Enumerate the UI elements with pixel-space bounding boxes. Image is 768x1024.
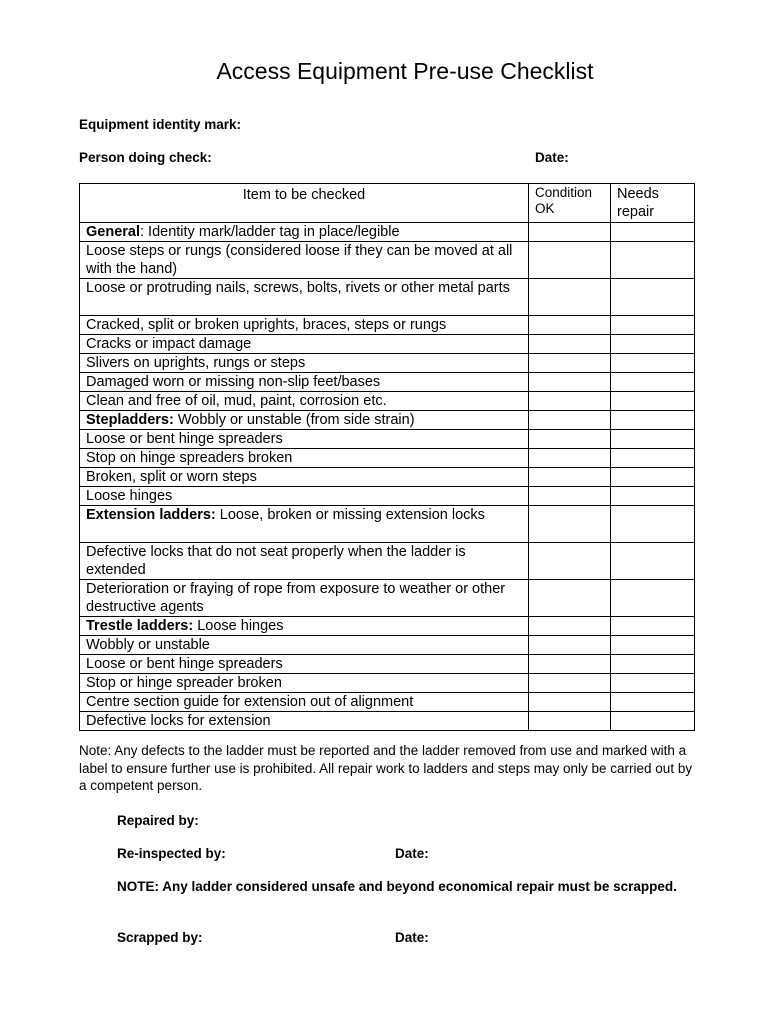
check-item-text: Slivers on uprights, rungs or steps — [86, 355, 306, 371]
condition-ok-cell[interactable] — [529, 674, 611, 693]
reinspected-date-label: Date: — [395, 846, 429, 861]
equipment-identity-mark-label: Equipment identity mark: — [79, 117, 242, 132]
condition-ok-cell[interactable] — [529, 693, 611, 712]
check-item-text: Defective locks that do not seat properly when the ladder is extended — [86, 544, 466, 578]
check-item-text: Stop on hinge spreaders broken — [86, 450, 293, 466]
header-needs-repair: Needs repair — [611, 184, 695, 223]
scrapped-date-label: Date: — [395, 930, 429, 945]
table-row — [80, 674, 695, 693]
check-item-text: Cracked, split or broken uprights, braces, steps or rungs — [86, 317, 447, 333]
table-row — [80, 335, 695, 354]
needs-repair-cell[interactable] — [611, 655, 695, 674]
table-row — [80, 449, 695, 468]
needs-repair-cell[interactable] — [611, 242, 695, 279]
needs-repair-cell[interactable] — [611, 693, 695, 712]
needs-repair-cell[interactable] — [611, 468, 695, 487]
condition-ok-cell[interactable] — [529, 411, 611, 430]
table-row — [80, 468, 695, 487]
needs-repair-cell[interactable] — [611, 674, 695, 693]
check-item — [80, 316, 529, 335]
check-item — [80, 279, 529, 316]
table-row — [80, 242, 695, 279]
check-item-text: Deterioration or fraying of rope from exposure to weather or other destructive agents — [86, 581, 506, 615]
table-row — [80, 316, 695, 335]
condition-ok-cell[interactable] — [529, 279, 611, 316]
check-item — [80, 506, 529, 543]
check-item — [80, 674, 529, 693]
check-item — [80, 712, 529, 731]
check-item-text: Loose or protruding nails, screws, bolts, rivets or other metal parts — [86, 280, 510, 296]
check-item-category: Extension ladders: — [86, 507, 216, 523]
check-item — [80, 543, 529, 580]
condition-ok-cell[interactable] — [529, 354, 611, 373]
condition-ok-cell[interactable] — [529, 506, 611, 543]
needs-repair-cell[interactable] — [611, 392, 695, 411]
table-row — [80, 580, 695, 617]
check-item-text: Loose, broken or missing extension locks — [215, 507, 485, 523]
check-item — [80, 693, 529, 712]
condition-ok-cell[interactable] — [529, 712, 611, 731]
check-item-category: Stepladders: — [86, 412, 174, 428]
check-item — [80, 636, 529, 655]
condition-ok-cell[interactable] — [529, 449, 611, 468]
needs-repair-cell[interactable] — [611, 580, 695, 617]
check-item-category: Trestle ladders: — [86, 618, 194, 634]
check-item — [80, 411, 529, 430]
check-item — [80, 617, 529, 636]
table-row — [80, 506, 695, 543]
needs-repair-cell[interactable] — [611, 487, 695, 506]
check-item-text: Wobbly or unstable — [86, 637, 210, 653]
condition-ok-cell[interactable] — [529, 468, 611, 487]
table-row — [80, 279, 695, 316]
check-item-text: Clean and free of oil, mud, paint, corrosion etc. — [86, 393, 387, 409]
check-item-text: Loose hinges — [193, 618, 284, 634]
person-doing-check-label: Person doing check: — [79, 150, 212, 165]
table-row — [80, 712, 695, 731]
needs-repair-cell[interactable] — [611, 430, 695, 449]
table-row — [80, 354, 695, 373]
check-item — [80, 373, 529, 392]
header-item: Item to be checked — [80, 184, 529, 223]
condition-ok-cell[interactable] — [529, 487, 611, 506]
needs-repair-cell[interactable] — [611, 543, 695, 580]
check-item — [80, 655, 529, 674]
table-row — [80, 223, 695, 242]
needs-repair-cell[interactable] — [611, 316, 695, 335]
needs-repair-cell[interactable] — [611, 506, 695, 543]
needs-repair-cell[interactable] — [611, 335, 695, 354]
table-row — [80, 636, 695, 655]
check-item-text: : Identity mark/ladder tag in place/legible — [140, 224, 400, 240]
table-row — [80, 430, 695, 449]
table-row — [80, 411, 695, 430]
needs-repair-cell[interactable] — [611, 449, 695, 468]
condition-ok-cell[interactable] — [529, 223, 611, 242]
condition-ok-cell[interactable] — [529, 242, 611, 279]
date-label: Date: — [535, 150, 569, 165]
check-item-category: General — [86, 224, 140, 240]
check-item — [80, 430, 529, 449]
check-item-text: Stop or hinge spreader broken — [86, 675, 282, 691]
needs-repair-cell[interactable] — [611, 712, 695, 731]
needs-repair-cell[interactable] — [611, 223, 695, 242]
needs-repair-cell[interactable] — [611, 636, 695, 655]
condition-ok-cell[interactable] — [529, 636, 611, 655]
check-item-text: Centre section guide for extension out of alignment — [86, 694, 414, 710]
check-item — [80, 392, 529, 411]
check-item — [80, 223, 529, 242]
needs-repair-cell[interactable] — [611, 373, 695, 392]
table-row — [80, 655, 695, 674]
needs-repair-cell[interactable] — [611, 411, 695, 430]
page-title: Access Equipment Pre-use Checklist — [216, 58, 594, 84]
needs-repair-cell[interactable] — [611, 354, 695, 373]
check-item-text: Broken, split or worn steps — [86, 469, 257, 485]
condition-ok-cell[interactable] — [529, 316, 611, 335]
check-item — [80, 580, 529, 617]
table-row — [80, 487, 695, 506]
check-item-text: Wobbly or unstable (from side strain) — [173, 412, 415, 428]
header-condition-ok: Condition OK — [529, 184, 611, 223]
check-item-text: Loose steps or rungs (considered loose if they can be moved at all with the hand) — [86, 243, 513, 277]
needs-repair-cell[interactable] — [611, 617, 695, 636]
check-item-text: Cracks or impact damage — [86, 336, 252, 352]
condition-ok-cell[interactable] — [529, 430, 611, 449]
check-item-text: Loose hinges — [86, 488, 173, 504]
repaired-by-label: Repaired by: — [117, 813, 199, 828]
condition-ok-cell[interactable] — [529, 392, 611, 411]
table-header-row — [80, 184, 695, 223]
check-item — [80, 335, 529, 354]
table-row — [80, 617, 695, 636]
table-row — [80, 543, 695, 580]
check-item — [80, 487, 529, 506]
condition-ok-cell[interactable] — [529, 335, 611, 354]
checklist-table — [79, 183, 695, 731]
condition-ok-cell[interactable] — [529, 617, 611, 636]
check-item-text: Damaged worn or missing non-slip feet/bases — [86, 374, 381, 390]
check-item-text: Loose or bent hinge spreaders — [86, 431, 283, 447]
table-row — [80, 392, 695, 411]
check-item — [80, 242, 529, 279]
condition-ok-cell[interactable] — [529, 373, 611, 392]
check-item — [80, 468, 529, 487]
needs-repair-cell[interactable] — [611, 279, 695, 316]
condition-ok-cell[interactable] — [529, 543, 611, 580]
check-item-text: Defective locks for extension — [86, 713, 271, 729]
check-item-text: Loose or bent hinge spreaders — [86, 656, 283, 672]
scrapped-by-label: Scrapped by: — [117, 930, 203, 945]
check-item — [80, 449, 529, 468]
check-item — [80, 354, 529, 373]
table-row — [80, 693, 695, 712]
condition-ok-cell[interactable] — [529, 580, 611, 617]
condition-ok-cell[interactable] — [529, 655, 611, 674]
reinspected-by-label: Re-inspected by: — [117, 846, 226, 861]
table-row — [80, 373, 695, 392]
scrap-note: NOTE: Any ladder considered unsafe and beyond economical repair must be scrapped. — [117, 879, 677, 894]
defects-note: Note: Any defects to the ladder must be reported and the ladder removed from use and marked with a label to ensure further use is prohibited. All repair work to ladders and steps may only be carried out by a competent person. — [79, 743, 693, 793]
